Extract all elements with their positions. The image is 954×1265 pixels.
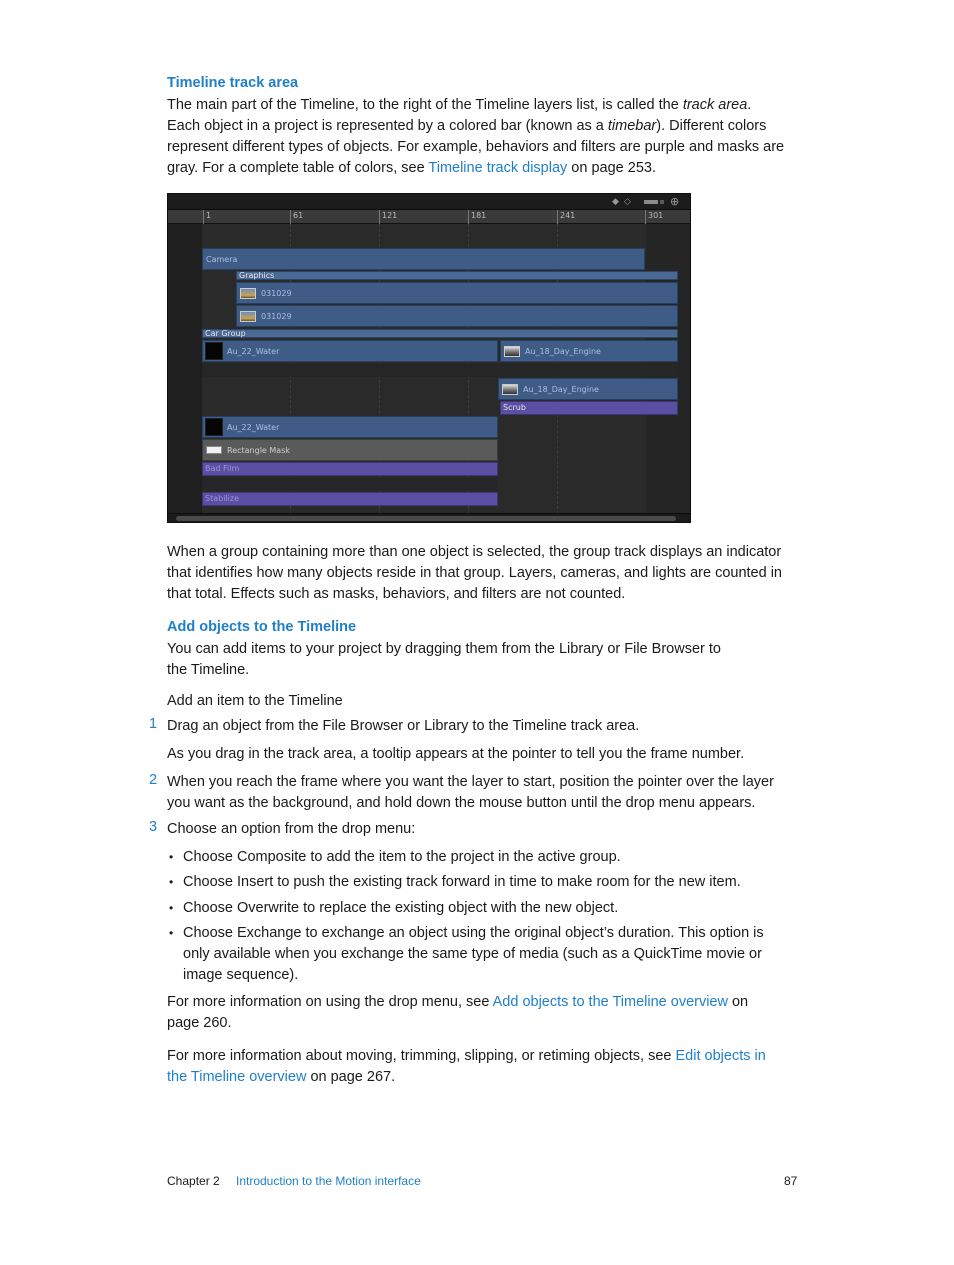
bullet-composite: Choose Composite to add the item to the project in the active group. (183, 849, 621, 865)
para-line: When a group containing more than one object is selected, the group track displays an indicator (167, 544, 782, 560)
more-info-editing: For more information about moving, trimming, slipping, or retiming objects, see Edit objects in the Timeline overview on page 267. (167, 1048, 766, 1085)
ruler-label: 181 (471, 211, 487, 220)
track-label: Car Group (205, 329, 246, 338)
image-track-1[interactable] (236, 282, 678, 304)
rectangle-mask-track[interactable] (202, 439, 498, 461)
track-label: Stabilize (205, 494, 239, 503)
water-track-1[interactable] (202, 340, 498, 362)
more-info-drop-menu: For more information on using the drop menu, see Add objects to the Timeline overview on page 260. (167, 994, 749, 1031)
water-track-2[interactable] (202, 416, 498, 438)
ruler-label: 241 (560, 211, 576, 220)
scrollbar-thumb[interactable] (176, 516, 676, 521)
car-group-track[interactable] (202, 329, 678, 338)
black-thumbnail (205, 418, 223, 436)
black-thumbnail (205, 342, 223, 360)
stabilize-behavior-track[interactable] (202, 492, 498, 506)
car-thumbnail (502, 384, 518, 395)
car-thumbnail (504, 346, 520, 357)
para-line: the Timeline. (167, 662, 250, 678)
track-label: Graphics (239, 271, 275, 280)
horizontal-scrollbar[interactable] (168, 513, 691, 523)
timeline-screenshot (167, 193, 691, 523)
scrub-behavior-track[interactable] (500, 401, 678, 415)
timeline-track-display-link[interactable]: Timeline track display (428, 160, 568, 176)
bullet-marker: • (169, 875, 174, 889)
track-label: Au_18_Day_Engine (523, 385, 599, 394)
track-label: Rectangle Mask (227, 446, 290, 455)
graphics-group-track[interactable] (236, 271, 678, 280)
zoom-slider-icon[interactable] (644, 200, 658, 204)
track-label: Scrub (503, 403, 526, 412)
track-label: 031029 (261, 289, 292, 298)
bullet-marker: • (169, 901, 174, 915)
add-objects-overview-link[interactable]: Add objects to the Timeline overview (492, 994, 728, 1010)
add-objects-paragraph (167, 639, 807, 681)
track-label: Camera (206, 255, 238, 264)
ruler-label: 61 (293, 211, 304, 220)
bad-film-filter-track[interactable] (202, 462, 498, 476)
para-line: that identifies how many objects reside in that group. Layers, cameras, and lights are counted in (167, 565, 782, 581)
group-indicator-paragraph (167, 542, 807, 605)
engine-track-2[interactable] (498, 378, 678, 400)
track-label: Au_22_Water (227, 423, 280, 432)
page-number: 87 (784, 1174, 798, 1188)
edit-objects-overview-link[interactable]: Edit objects in (675, 1048, 766, 1064)
zoom-slider-track (660, 200, 664, 204)
engine-track-1[interactable] (500, 340, 678, 362)
ruler-label: 301 (648, 211, 664, 220)
footer-chapter: Chapter 2 (167, 1174, 220, 1188)
bullet-marker: • (169, 850, 174, 864)
para-line: that total. Effects such as masks, behaviors, and filters are not counted. (167, 586, 626, 602)
bullet-overwrite: Choose Overwrite to replace the existing object with the new object. (183, 900, 619, 916)
track-label: 031029 (261, 312, 292, 321)
step-2-text: When you reach the frame where you want the layer to start, position the pointer over the layer you want as the background, and hold down the mouse button until the drop menu appears. (167, 774, 774, 811)
track-label: Au_18_Day_Engine (525, 347, 601, 356)
image-track-2[interactable] (236, 305, 678, 327)
step-3-text: Choose an option from the drop menu: (167, 821, 416, 837)
step-1-text: Drag an object from the File Browser or Library to the Timeline track area. (167, 718, 640, 734)
track-label: Bad Film (205, 464, 240, 473)
timeline-left-shade (168, 224, 202, 514)
step-1-note: As you drag in the track area, a tooltip appears at the pointer to tell you the frame number. (167, 746, 745, 762)
footer-chapter-title-link[interactable]: Introduction to the Motion interface (236, 1174, 421, 1188)
ruler-label: 121 (382, 211, 398, 220)
mask-thumbnail (206, 446, 222, 454)
edit-objects-overview-link[interactable]: the Timeline overview (167, 1069, 307, 1085)
section-heading-add-objects: Add objects to the Timeline (167, 619, 357, 635)
para-line: The main part of the Timeline, to the right of the Timeline layers list, is called the track area. (167, 97, 752, 113)
image-thumbnail (240, 288, 256, 299)
ruler-label: 1 (206, 211, 212, 220)
bullet-insert: Choose Insert to push the existing track forward in time to make room for the new item. (183, 874, 741, 890)
para-line: Each object in a project is represented by a colored bar (known as a timebar). Different colors (167, 118, 767, 134)
keyframe-nav-icon[interactable]: ◇ (624, 197, 631, 207)
track-label: Au_22_Water (227, 347, 280, 356)
image-thumbnail (240, 311, 256, 322)
timeline-ruler (168, 210, 691, 224)
bullet-marker: • (169, 926, 174, 940)
step-number: 3 (149, 819, 158, 835)
task-heading: Add an item to the Timeline (167, 693, 343, 709)
timeline-toolbar (168, 194, 691, 210)
section-heading-timeline-track-area: Timeline track area (167, 75, 299, 91)
track-area-paragraph (167, 95, 807, 179)
para-line: gray. For a complete table of colors, see Timeline track display on page 253. (167, 160, 656, 176)
keyframe-icon[interactable]: ◆ (612, 197, 619, 207)
para-line: You can add items to your project by dragging them from the Library or File Browser to (167, 641, 721, 657)
zoom-icon[interactable]: ⊕ (670, 195, 680, 208)
bullet-exchange: Choose Exchange to exchange an object using the original object’s duration. This option is only available when you exchange the same type of media (such as a QuickTime movie or image sequence). (183, 925, 764, 983)
para-line: represent different types of objects. For example, behaviors and filters are purple and masks are (167, 139, 785, 155)
step-number: 1 (149, 716, 158, 732)
camera-track[interactable] (202, 248, 645, 270)
step-number: 2 (149, 772, 158, 788)
